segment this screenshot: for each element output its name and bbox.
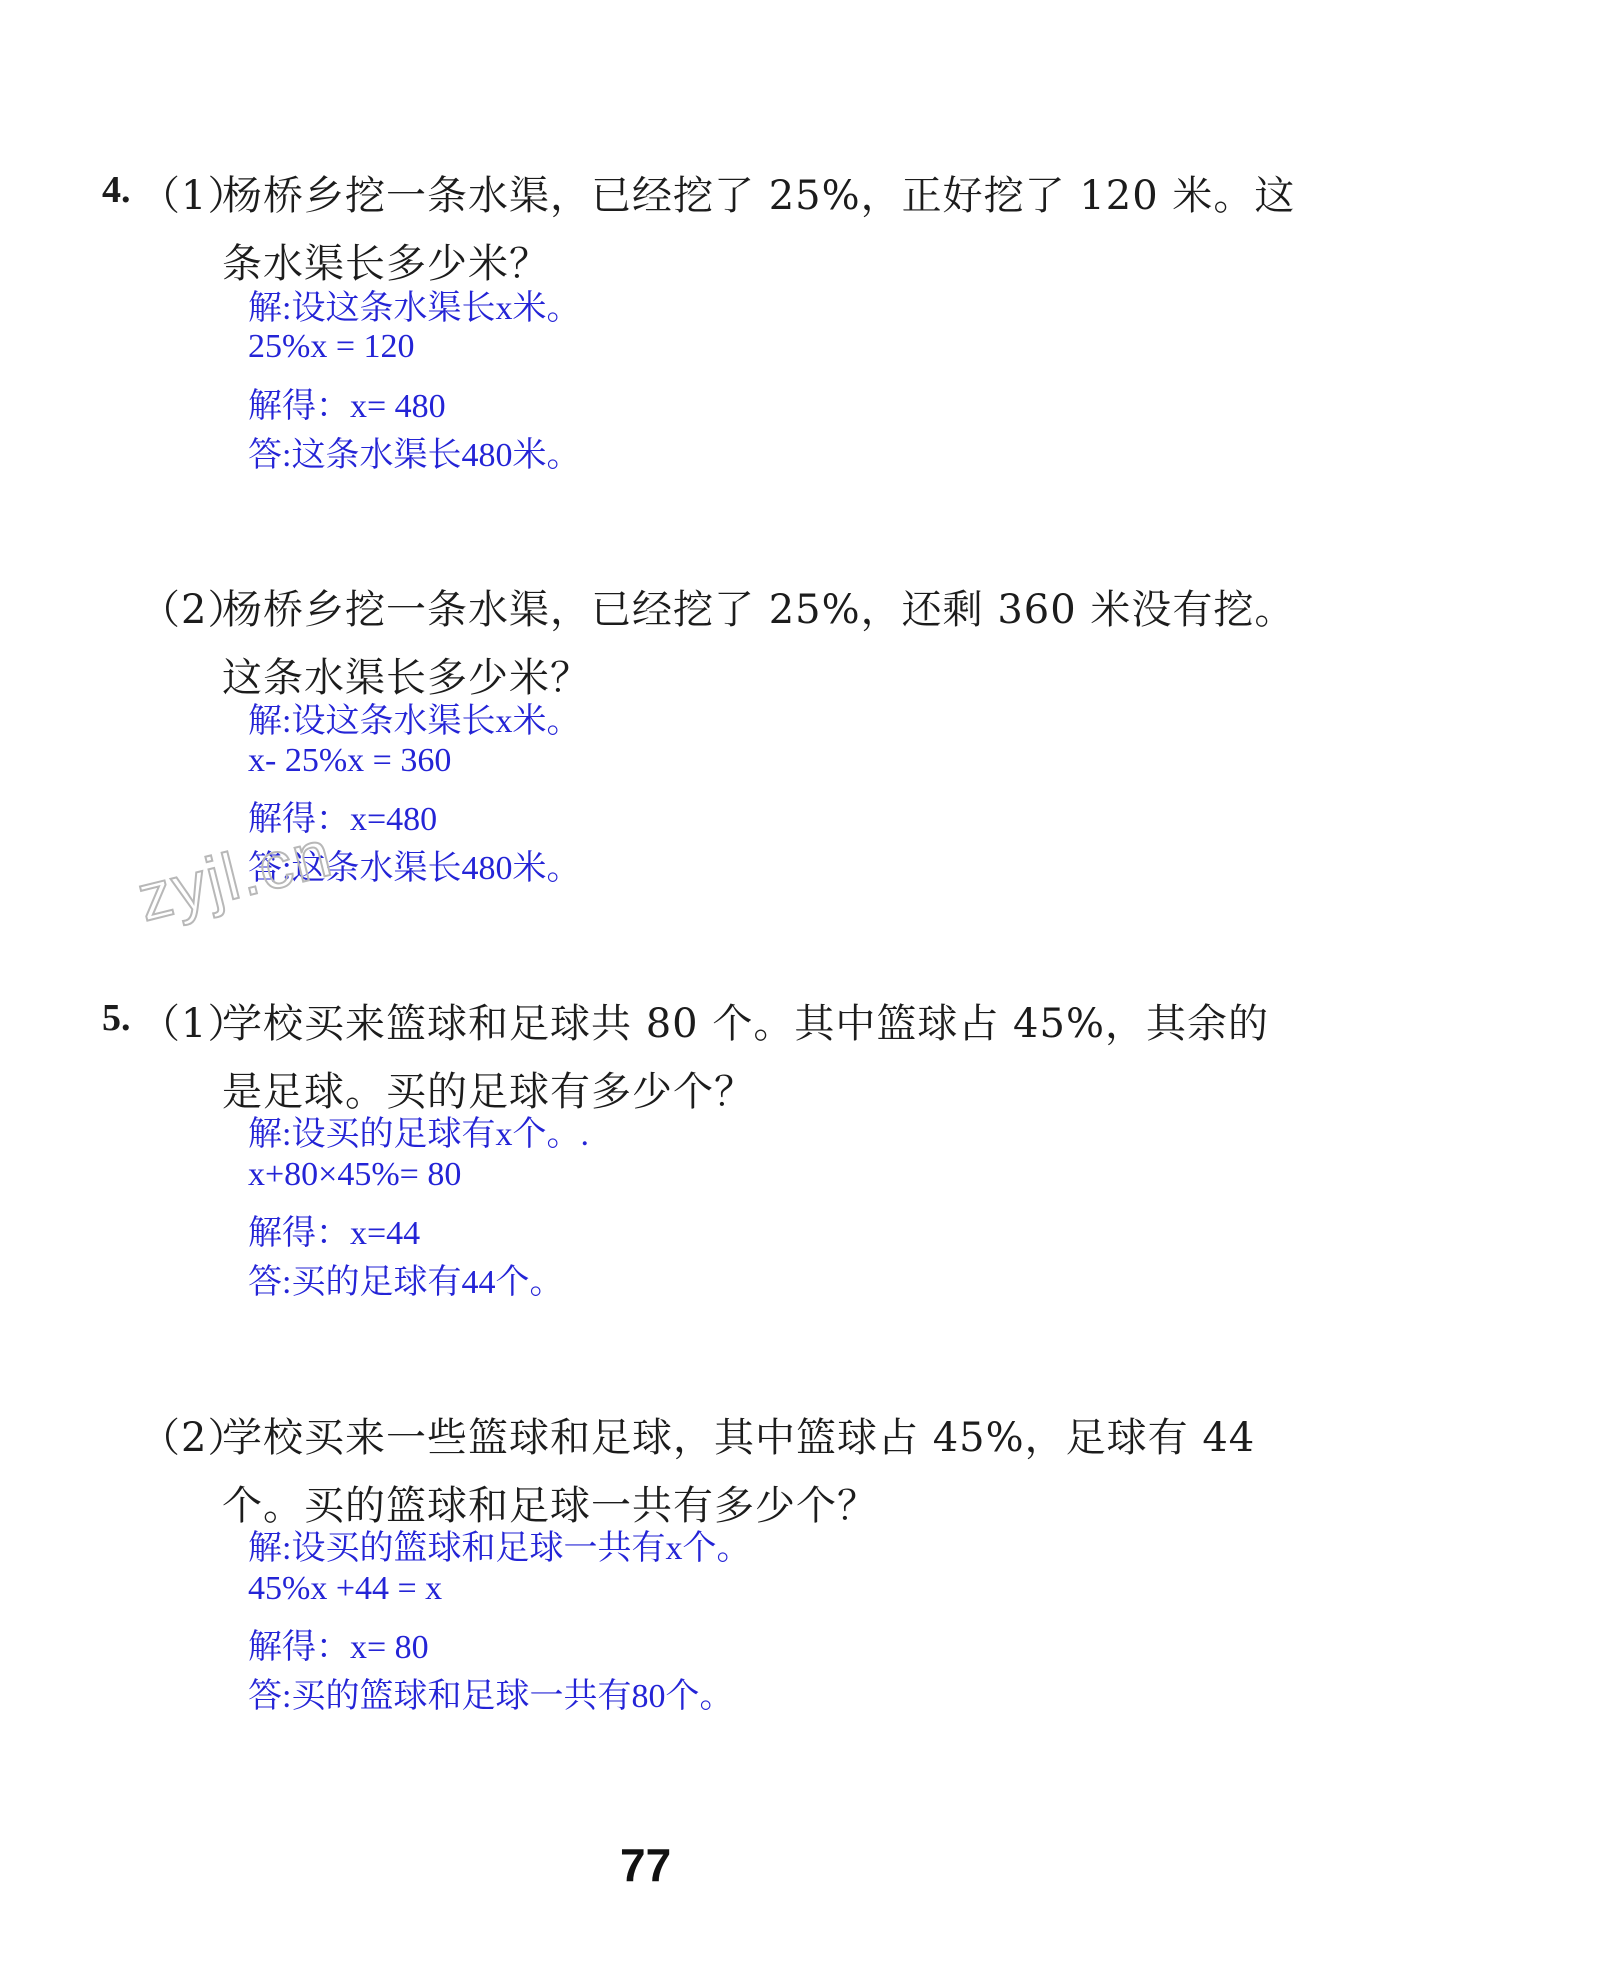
question-4-1-label: （1） (140, 173, 249, 219)
question-5-1-text-line1: 学校买来篮球和足球共 80 个。其中篮球占 45%，其余的 (222, 1001, 1269, 1047)
answer-4-1-line1: 解:设这条水渠长x米。 (248, 290, 581, 327)
question-4-number: 4. (102, 169, 131, 211)
answer-4-2-line2: x- 25%x = 360 (248, 742, 452, 779)
question-5-1-text-line2: 是足球。买的足球有多少个？ (222, 1069, 755, 1115)
question-5-1-label: （1） (140, 1001, 249, 1047)
question-5-2-text-line2: 个。买的篮球和足球一共有多少个？ (222, 1483, 878, 1529)
question-4-1-text-line2: 条水渠长多少米？ (222, 241, 550, 287)
answer-4-2-line1: 解:设这条水渠长x米。 (248, 703, 581, 740)
question-4-2-text-line2: 这条水渠长多少米？ (222, 655, 591, 701)
question-4-1-text-line1: 杨桥乡挖一条水渠，已经挖了 25%，正好挖了 120 米。这 (222, 173, 1296, 219)
answer-5-1-line4: 答:买的足球有44个。 (248, 1264, 564, 1301)
answer-4-2-line4: 答:这条水渠长480米。 (248, 850, 581, 887)
answer-5-1-line2: x+80×45%= 80 (248, 1156, 462, 1193)
answer-5-2-line3: 解得：x= 80 (248, 1629, 429, 1666)
question-5-2-label: （2） (140, 1415, 249, 1461)
answer-4-1-line4: 答:这条水渠长480米。 (248, 437, 581, 474)
answer-4-1-line2: 25%x = 120 (248, 328, 415, 365)
question-5-number: 5. (102, 997, 131, 1039)
answer-5-2-line4: 答:买的篮球和足球一共有80个。 (248, 1678, 734, 1715)
answer-5-2-line1: 解:设买的篮球和足球一共有x个。 (248, 1530, 751, 1567)
question-4-2-label: （2） (140, 587, 249, 633)
answer-4-2-line3: 解得：x=480 (248, 801, 438, 838)
question-5-2-text-line1: 学校买来一些篮球和足球，其中篮球占 45%，足球有 44 (222, 1415, 1256, 1461)
answer-5-1-line1: 解:设买的足球有x个。. (248, 1116, 589, 1153)
answer-5-1-line3: 解得：x=44 (248, 1215, 421, 1252)
answer-4-1-line3: 解得：x= 480 (248, 388, 446, 425)
watermark-text: zyjl.cn (130, 815, 340, 935)
page-number: 77 (620, 1839, 672, 1891)
question-4-2-text-line1: 杨桥乡挖一条水渠，已经挖了 25%，还剩 360 米没有挖。 (222, 587, 1296, 633)
answer-5-2-line2: 45%x +44 = x (248, 1570, 443, 1607)
